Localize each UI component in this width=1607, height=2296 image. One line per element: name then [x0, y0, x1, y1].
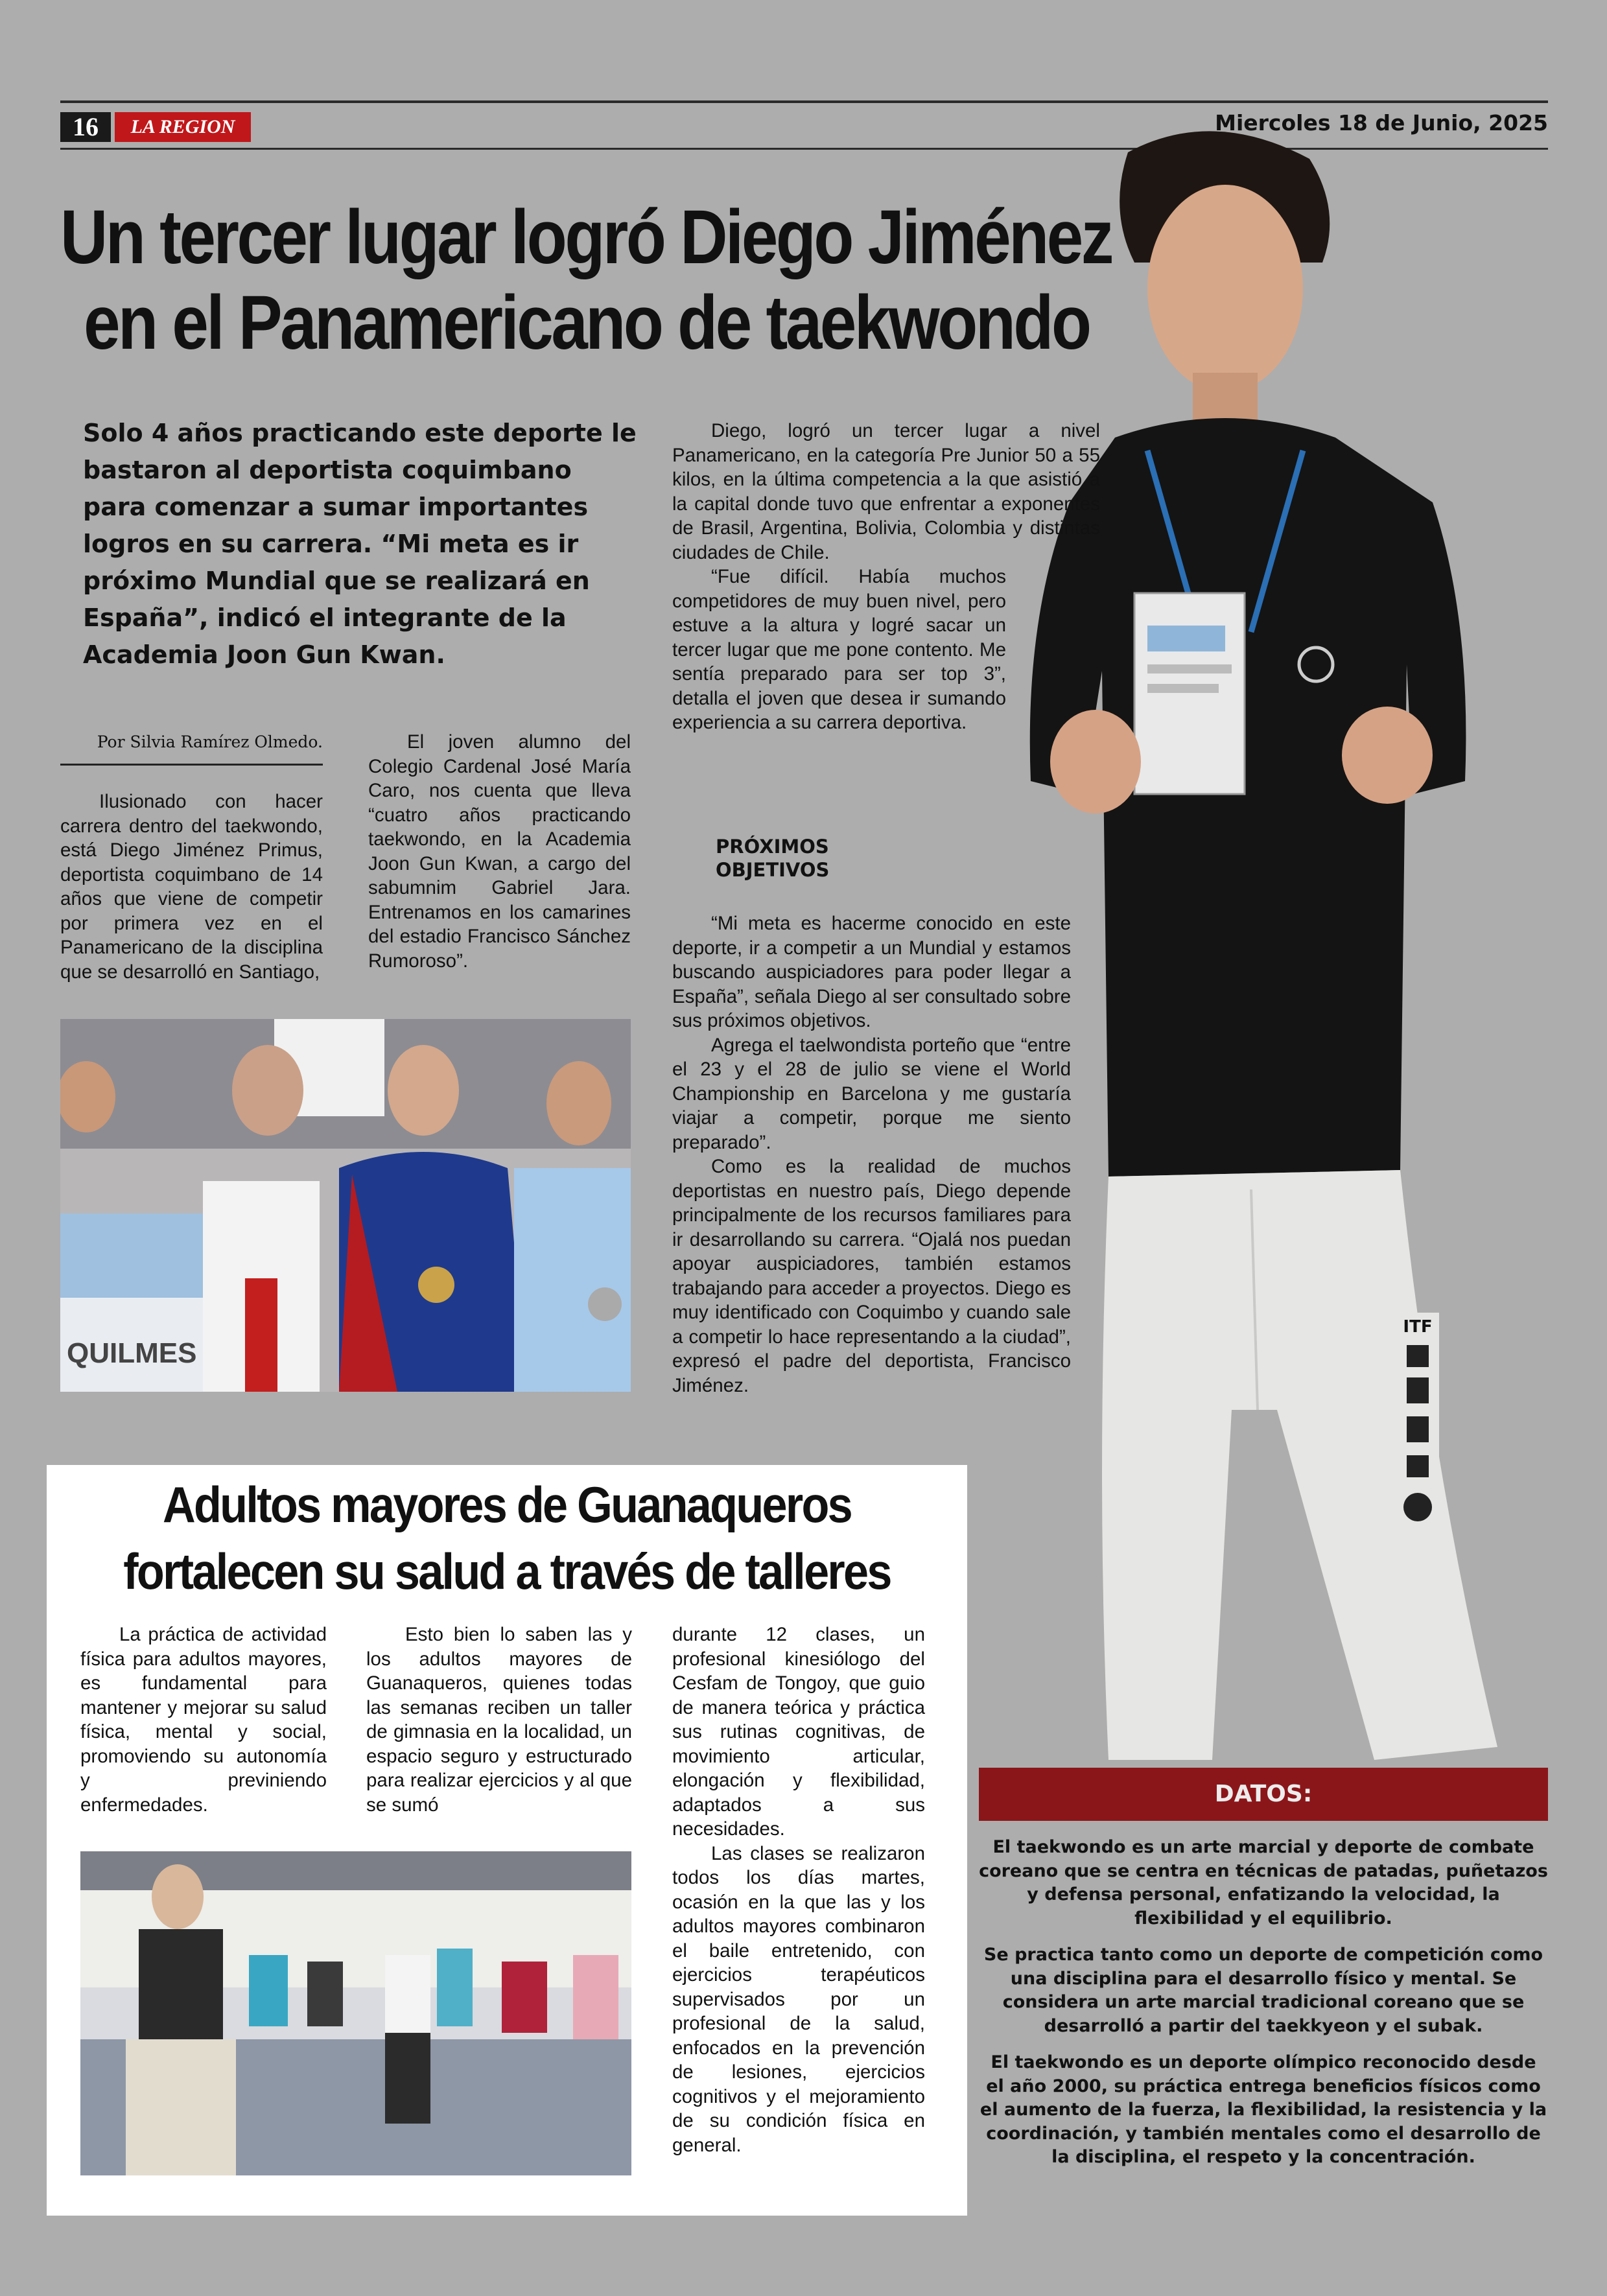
article-lead: Solo 4 años practicando este deporte le bastaron al deportista coquimbano para comenzar a sumar importantes logros en su carrera. “Mi meta es ir próximo Mundial que se realizará en España”, indicó el integrante de la Academia Joon Gun Kwan. [83, 419, 637, 669]
datos-paragraph: El taekwondo es un deporte olímpico reconocido desde el año 2000, su práctica entrega beneficios físicos como el aumento de la fuerza, la flexibilidad, la resistencia y la coordinación, y también mentales como el desarrollo de la disciplina, el respeto y la concentración. [979, 2052, 1547, 2167]
article-column-3 [672, 419, 1100, 735]
paragraph: Ilusionado con hacer carrera dentro del taekwondo, está Diego Jiménez Primus, deportista coquimbano de 14 años que viene de competir por primera vez en el Panamericano de la disciplina que se desarrolló en Santiago, [60, 791, 323, 983]
headline-line-2: en el Panamericano de taekwondo [84, 280, 1090, 366]
paragraph: La práctica de actividad física para adultos mayores, es fundamental para mantener y mejorar su salud física, mental y social, promoviendo su autonomía y previniendo enfermedades. [80, 1624, 327, 1816]
article-2-column-2 [366, 1622, 632, 1817]
article-column-3-continued [672, 911, 1071, 1398]
gym-class-photo [80, 1851, 631, 2175]
datos-header: DATOS: [979, 1768, 1548, 1821]
top-rule [60, 100, 1548, 103]
paragraph: durante 12 clases, un profesional kinesiólogo del Cesfam de Tongoy, que guio de manera teórica y práctica sus rutinas cognitivas, de movimiento articular, elongación y flexibilidad, adaptados a sus necesidades. [672, 1624, 925, 1840]
datos-box [979, 1836, 1548, 2183]
paragraph: Agrega el taelwondista porteño que “entre el 23 y el 28 de julio se viene el World Championship en Barcelona y me gustaría viajar a competir, porque me siento preparado”. [672, 1034, 1071, 1153]
paragraph: Como es la realidad de muchos deportistas en nuestro país, Diego depende principalmente de los recursos familiares para ir desarrollando su carrera. “Ojalá nos puedan apoyar auspiciadores, también estamos trabajando para acceder a proyectos. Diego es muy identificado con Coquimbo y cuando sale a competir lo hace representando a la ciudad”, expresó el padre del deportista, Francisco Jiménez. [672, 1156, 1071, 1396]
byline: Por Silvia Ramírez Olmedo. [97, 732, 323, 751]
page-number: 16 [60, 112, 111, 142]
byline-rule [60, 764, 323, 766]
article-2-column-3 [672, 1622, 925, 2157]
banner-text: QUILMES [67, 1337, 197, 1369]
podium-photo [60, 1019, 631, 1392]
subheading-line: OBJETIVOS [716, 859, 830, 881]
article-headline [60, 194, 1112, 366]
headline-line-2: fortalecen su salud a través de talleres [123, 1543, 891, 1600]
article-column-1 [60, 790, 323, 984]
paragraph: Diego, logró un tercer lugar a nivel Panamericano, en la categoría Pre Junior 50 a 55 kilos, en la última competencia a la que asistió a la capital donde tuvo que enfrentar a exponentes de Brasil, Argentina, Bolivia, Colombia y distintas ciudades de Chile. [672, 420, 1100, 563]
paragraph: “Fue difícil. Había muchos competidores de muy buen nivel, pero estuve a la altura y logré sacar un tercer lugar que me pone contento. Me sentía preparado para ser top 3”, detalla el joven que desea ir sumando experiencia a su carrera deportiva. [672, 566, 1006, 733]
subheading [716, 835, 910, 882]
headline-line-1: Adultos mayores de Guanaqueros [163, 1476, 851, 1533]
article-2-column-1 [80, 1622, 327, 1817]
datos-paragraph: Se practica tanto como un deporte de competición como una disciplina para el desarrollo físico y mental. Se considera un arte marcial tradicional coreano que se desarrolló a partir del taekkyeon y el subak. [983, 1945, 1543, 2036]
issue-date: Miercoles 18 de Junio, 2025 [1215, 110, 1548, 135]
paragraph: “Mi meta es hacerme conocido en este deporte, ir a competir a un Mundial y estamos buscando auspiciadores para poder llegar a España”, señala Diego al ser consultado sobre sus próximos objetivos. [672, 913, 1071, 1031]
paragraph: Las clases se realizaron todos los días martes, ocasión en la que las y los adultos mayores combinaron el baile entretenido, con ejercicios terapéuticos supervisados por un profesional de la salud, enfocados en la prevención de lesiones, ejercicios cognitivos y el mejoramiento de su condición física en general. [672, 1842, 925, 2156]
athlete-photo [1018, 113, 1510, 1773]
publication-name: LA REGION [115, 112, 251, 142]
dobok-text: ITF [1403, 1317, 1433, 1337]
headline-line-1: Un tercer lugar logró Diego Jiménez [60, 194, 1112, 280]
paragraph: El joven alumno del Colegio Cardenal José María Caro, nos cuenta que lleva “cuatro años practicando taekwondo, en la Academia Joon Gun Kwan, a cargo del sabumnim Gabriel Jara. Entrenamos en los camarines del estadio Francisco Sánchez Rumoroso”. [368, 731, 631, 972]
article-2-headline [93, 1471, 921, 1605]
datos-paragraph: El taekwondo es un arte marcial y deporte de combate coreano que se centra en técnicas de patadas, puñetazos y defensa personal, enfatizando la velocidad, la flexibilidad y el equilibrio. [979, 1837, 1548, 1928]
article-column-2 [368, 730, 631, 973]
subheading-line: PRÓXIMOS [716, 836, 829, 858]
paragraph: Esto bien lo saben las y los adultos mayores de Guanaqueros, quienes todas las semanas reciben un taller de gimnasia en la localidad, un espacio seguro y estructurado para realizar ejercicios y al que se sumó [366, 1624, 632, 1816]
